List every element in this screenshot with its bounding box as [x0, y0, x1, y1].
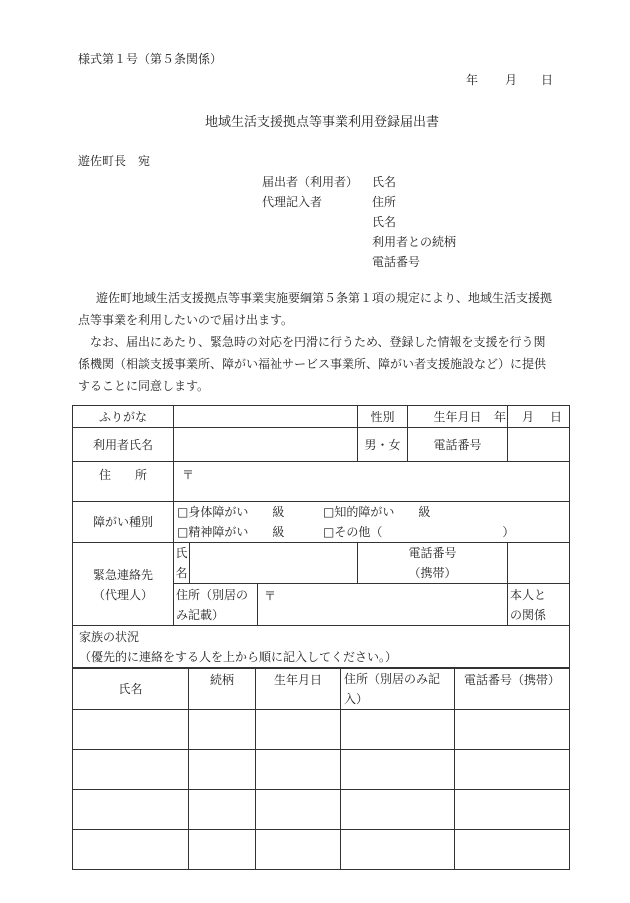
family-dob-cell[interactable] — [256, 710, 341, 750]
family-relation-cell[interactable] — [189, 710, 256, 750]
date-day: 日 — [541, 73, 554, 87]
family-relation-cell[interactable] — [189, 750, 256, 790]
family-phone-cell[interactable] — [455, 710, 570, 750]
document-title: 地域生活支援拠点等事業利用登録届出書 — [205, 115, 440, 130]
family-col-phone: 電話番号（携帯） — [455, 669, 570, 710]
dob-month: 月 — [521, 409, 534, 424]
relation-label: 本人と の関係 — [508, 584, 554, 626]
family-status-note: （優先的に連絡をする人を上から順に記入してください。） — [79, 649, 398, 664]
family-col-dob: 生年月日 — [256, 669, 341, 710]
family-status-header — [73, 626, 570, 668]
postal-mark: 〒 — [182, 468, 195, 482]
proxy-writer-label: 代理記入者 — [262, 195, 323, 209]
table-row — [73, 750, 570, 790]
address-label: 住 所 — [73, 462, 174, 502]
table-row — [73, 830, 570, 870]
family-dob-cell[interactable] — [256, 750, 341, 790]
dob-label: 生年月日 — [408, 406, 508, 428]
gender-options[interactable]: 男・女 — [358, 428, 408, 462]
applicant-name-field: 氏名 — [372, 175, 397, 189]
body-paragraph-2: なお、届出にあたり、緊急時の対応を円滑に行うため、登録した情報を支援を行う関係機関（相談支援事業所、障がい福祉サービス事業所、障がい者支援施設など）に提供することに同意します。 — [78, 335, 547, 393]
family-dob-cell[interactable] — [256, 830, 341, 870]
date-month: 月 — [505, 73, 518, 87]
family-phone-cell[interactable] — [455, 790, 570, 830]
family-col-name: 氏名 — [73, 669, 189, 710]
gender-label: 性別 — [358, 406, 408, 428]
emergency-postal-mark: 〒 — [264, 589, 277, 603]
furigana-label: ふりがな — [73, 406, 174, 428]
registration-table — [72, 405, 570, 668]
body-paragraph-1: 遊佐町地域生活支援拠点等事業実施要綱第５条第１項の規定により、地域生活支援拠点等事業を利用したいので届け出ます。 — [78, 291, 553, 327]
family-phone-cell[interactable] — [455, 750, 570, 790]
family-address-cell[interactable] — [341, 790, 455, 830]
phone-value[interactable] — [508, 428, 570, 462]
date-year: 年 — [466, 73, 479, 87]
family-table — [72, 668, 570, 870]
family-name-cell[interactable] — [73, 750, 189, 790]
applicant-role-label: 届出者（利用者） — [262, 175, 359, 189]
addressee: 遊佐町長 宛 — [78, 154, 151, 168]
proxy-label: （代理人） — [73, 584, 174, 626]
emergency-address-value[interactable] — [258, 584, 508, 626]
family-name-cell[interactable] — [73, 830, 189, 870]
other-disability-checkbox[interactable]: □その他（ ） — [323, 525, 515, 539]
family-col-relation: 続柄 — [189, 669, 256, 710]
applicant-address-field: 住所 — [372, 195, 397, 209]
dob-value[interactable] — [493, 406, 570, 428]
emergency-name-label: 氏 名 — [174, 543, 190, 584]
mental-disability-checkbox[interactable]: □精神障がい 級 — [177, 525, 285, 539]
physical-disability-checkbox[interactable]: □身体障がい 級 — [177, 505, 285, 519]
relation-field: 利用者との続柄 — [372, 235, 457, 249]
family-address-cell[interactable] — [341, 830, 455, 870]
emergency-phone-label: 電話番号 （携帯） — [358, 543, 508, 584]
family-dob-cell[interactable] — [256, 790, 341, 830]
emergency-address-label: 住所（別居の み記載） — [174, 584, 258, 626]
emergency-phone-value[interactable] — [508, 543, 570, 584]
user-name-label: 利用者氏名 — [73, 428, 174, 462]
family-address-cell[interactable] — [341, 750, 455, 790]
phone-field: 電話番号 — [372, 255, 421, 269]
disability-type-label: 障がい種別 — [73, 502, 174, 543]
dob-day: 日 — [550, 409, 563, 424]
family-address-cell[interactable] — [341, 710, 455, 750]
family-relation-cell[interactable] — [189, 830, 256, 870]
relation-value[interactable] — [554, 584, 570, 626]
address-value[interactable] — [174, 462, 570, 502]
proxy-name-field: 氏名 — [372, 215, 397, 229]
furigana-value[interactable] — [174, 406, 358, 428]
dob-year: 年 — [493, 409, 506, 424]
emergency-name-value[interactable] — [190, 543, 358, 584]
table-row — [73, 710, 570, 750]
user-name-value[interactable] — [174, 428, 358, 462]
family-status-label: 家族の状況 — [79, 629, 140, 644]
family-relation-cell[interactable] — [189, 790, 256, 830]
family-name-cell[interactable] — [73, 710, 189, 750]
form-number: 様式第１号（第５条関係） — [78, 52, 223, 66]
family-phone-cell[interactable] — [455, 830, 570, 870]
table-row — [73, 790, 570, 830]
intellectual-disability-checkbox[interactable]: □知的障がい 級 — [323, 505, 431, 519]
phone-label: 電話番号 — [408, 428, 508, 462]
disability-type-options[interactable] — [174, 502, 570, 543]
family-name-cell[interactable] — [73, 790, 189, 830]
family-col-address: 住所（別居のみ記 入） — [341, 669, 455, 710]
emergency-contact-label: 緊急連絡先 — [73, 543, 174, 584]
